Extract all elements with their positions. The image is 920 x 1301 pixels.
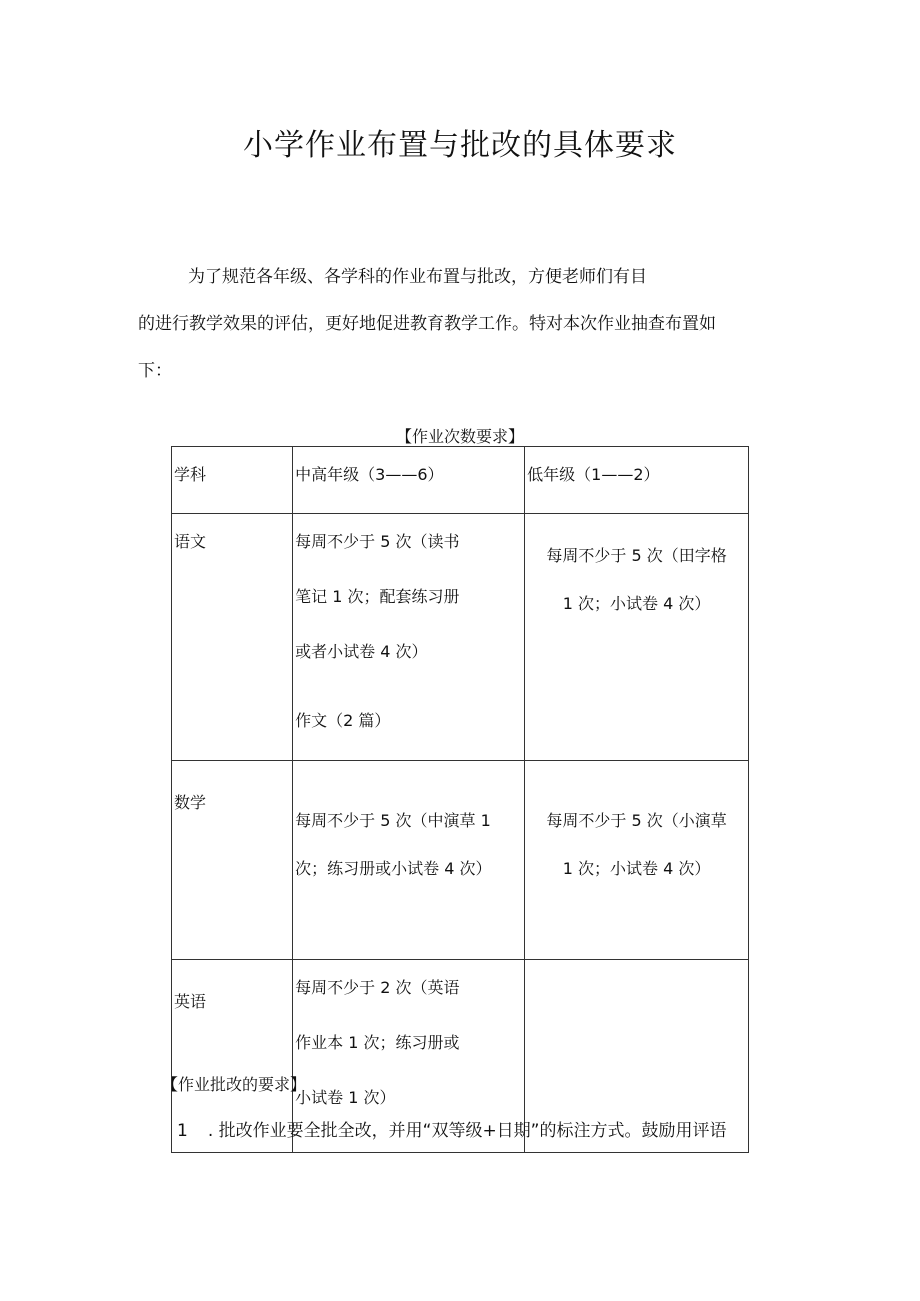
header-subject: 学科 [172,447,293,514]
marking-section-title: 【作业批改的要求】 [162,1075,307,1094]
mid-grades-cell [293,514,525,761]
cell-line: 笔记 1 次；配套练习册 [295,587,460,606]
subject-cell: 语文 [172,514,293,761]
marking-point-1 [177,1116,727,1141]
cell-line: 1 次；小试卷 4 次） [562,859,711,878]
cell-line: 每周不少于 5 次（读书 [295,532,460,551]
mid-grades-cell [293,761,525,960]
table-row-math [172,761,749,960]
cell-line: 每周不少于 2 次（英语 [295,978,460,997]
homework-frequency-table [171,446,749,1153]
subject-cell: 英语 [172,960,293,1153]
cell-line: 每周不少于 5 次（中演草 1 [295,811,491,830]
cell-line: 小试卷 1 次） [295,1088,396,1107]
cell-line: 作业本 1 次；练习册或 [295,1033,460,1052]
header-mid-grades: 中高年级（3——6） [293,447,525,514]
table-row-chinese [172,514,749,761]
low-grades-cell [525,514,749,761]
header-low-grades: 低年级（1——2） [525,447,749,514]
cell-line: 次；练习册或小试卷 4 次） [295,859,492,878]
subject-cell: 数学 [172,761,293,960]
intro-paragraph [138,254,788,395]
cell-line: 每周不少于 5 次（小演草 [546,811,727,830]
point-text: . 批改作业要全批全改，并用“双等级+日期”的标注方式。鼓励用评语 [207,1121,727,1141]
table-header-row [172,447,749,514]
table-caption: 【作业次数要求】 [395,427,524,446]
point-number: 1 [177,1121,188,1141]
intro-line: 下： [138,361,172,381]
intro-line: 的进行教学效果的评估，更好地促进教育教学工作。特对本次作业抽查布置如 [138,314,716,334]
intro-line: 为了规范各年级、各学科的作业布置与批改，方便老师们有目 [188,267,647,287]
low-grades-cell [525,761,749,960]
cell-line: 每周不少于 5 次（田字格 [546,546,727,565]
cell-line: 1 次；小试卷 4 次） [562,594,711,613]
page-title: 小学作业布置与批改的具体要求 [243,128,677,163]
cell-line: 作文（2 篇） [295,711,391,730]
cell-line: 或者小试卷 4 次） [295,642,428,661]
